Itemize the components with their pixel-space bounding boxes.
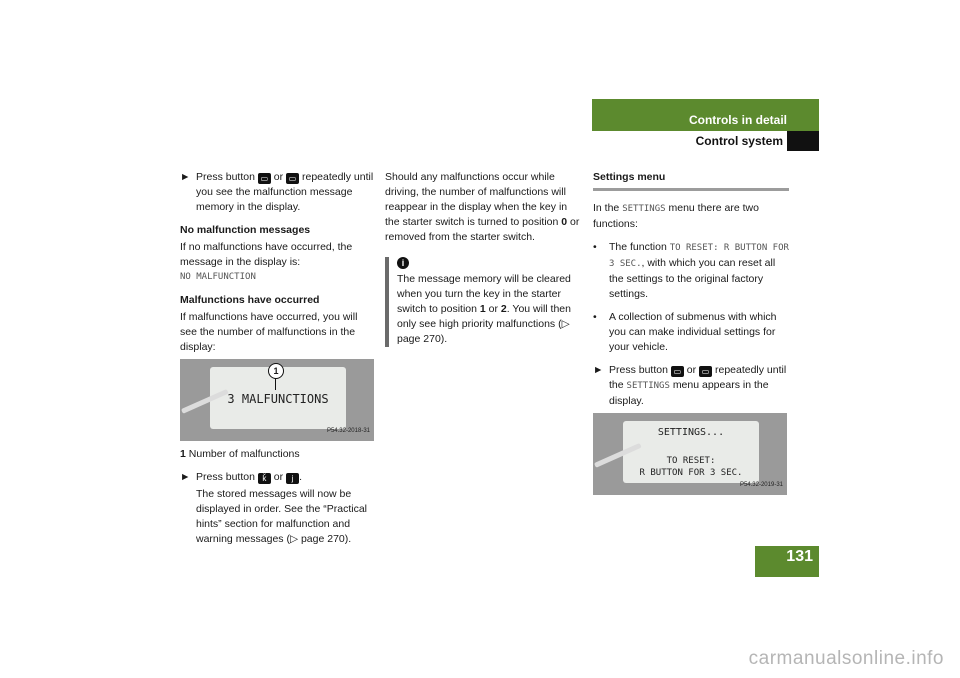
bullet-reset-function: • The function TO RESET: R BUTTON FOR 3 SEC., with which you can reset all the settings to the original factory settings. [593,241,789,300]
column-2 [385,170,581,347]
figure-label: P54.32-2019-31 [739,482,783,488]
display-reset-instruction: R BUTTON FOR 3 SEC. [639,468,743,478]
dot-bullet-icon: • [593,311,597,323]
arrow-bullet-icon: ► [593,364,604,376]
legend-item: 1 Number of malfunctions [180,448,300,460]
display-down-button-icon: ▭ [286,173,299,184]
callout-1: 1 [268,363,284,379]
info-note-box [385,257,577,347]
display-up-button-icon: ▭ [258,173,271,184]
para-settings-intro: In the SETTINGS menu there are two functions: [593,202,759,230]
next-button-icon: j [286,473,299,484]
info-note-text: The message memory will be cleared when you turn the key in the starter switch to position 1 or 2. You will then only see high priority malfunctions (▷ page 270). [397,273,571,345]
bullet-press-button: ► Press button ▭ or ▭ repeatedly until you see the malfunction message memory in the display. [180,171,374,213]
figure-label: P54.32-2018-31 [326,428,370,434]
header-subsection-title: Control system [695,134,783,148]
header-banner [592,99,819,151]
display-text-no-malfunction: NO MALFUNCTION [180,272,256,282]
display-screen [623,421,759,483]
header-tab [787,131,819,151]
display-up-button-icon: ▭ [671,366,684,377]
page-number: 131 [755,546,819,577]
display-down-button-icon: ▭ [699,366,712,377]
previous-button-icon: ǩ [258,473,271,484]
para-malfunctions-occurred: If malfunctions have occurred, you will see the number of malfunctions in the display: [180,311,358,353]
display-malfunctions-text: 3 MALFUNCTIONS [227,392,329,406]
heading-no-malfunction: No malfunction messages [180,224,311,236]
display-settings-title: SETTINGS... [657,427,725,438]
figure-malfunctions-display [180,359,374,441]
info-icon: i [397,257,409,269]
dot-bullet-icon: • [593,241,597,253]
display-reset-line: TO RESET: [666,456,716,466]
arrow-bullet-icon: ► [180,471,191,483]
bullet-press-button-2: ► Press button ǩ or j . [180,471,302,483]
arrow-bullet-icon: ► [180,171,191,183]
heading-settings-menu: Settings menu [593,170,789,191]
para-no-malfunction: If no malfunctions have occurred, the message in the display is: [180,241,353,268]
header-section-title: Controls in detail [688,113,787,127]
callout-line [275,378,276,390]
para-stored-messages: The stored messages will now be displayed in order. See the “Practical hints” section for malfunction and warning messages (▷ page 270). [196,488,368,545]
watermark: carmanualsonline.info [748,648,944,669]
column-3 [593,170,789,501]
para-malfunctions-reappear: Should any malfunctions occur while driving, the number of malfunctions will reappear in the display when the key in the starter switch is turned to position 0 or removed from the starter switch. [385,171,580,243]
bullet-press-button-settings: ► Press button ▭ or ▭ repeatedly until the SETTINGS menu appears in the display. [593,364,787,407]
column-1 [180,170,376,555]
figure-settings-display [593,413,787,495]
bullet-submenus: • A collection of submenus with which you can make individual settings for your vehicle. [593,311,777,353]
heading-malfunctions-occurred: Malfunctions have occurred [180,294,320,306]
